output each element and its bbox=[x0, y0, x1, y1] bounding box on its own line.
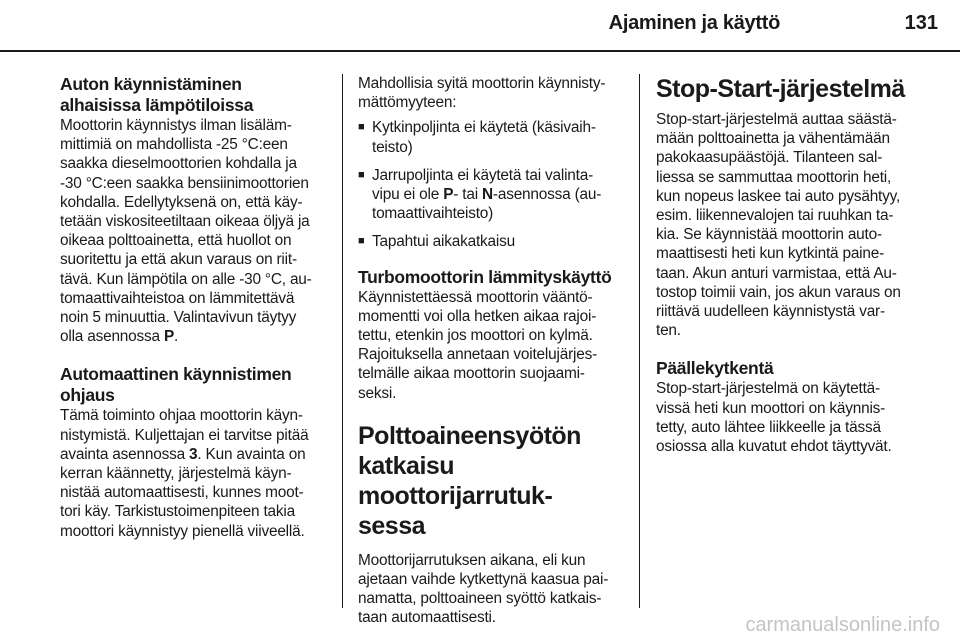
text-line: ■ Jarrupoljinta ei käytetä tai valinta- bbox=[372, 166, 594, 184]
text-line: oikeaa polttoainetta, että huollot on bbox=[60, 232, 292, 250]
column-left bbox=[60, 74, 326, 541]
text-line: tetty, auto lähtee liikkeelle ja tässä bbox=[656, 418, 881, 436]
text-line: mittimiä on mahdollista -25 °C:een bbox=[60, 136, 288, 154]
watermark: carmanualsonline.info bbox=[745, 614, 940, 636]
heading-line: Polttoaineensyötön bbox=[358, 421, 581, 450]
text-line: noin 5 minuuttia. Valintavivun täytyy bbox=[60, 309, 297, 327]
text-line: Tämä toiminto ohjaa moottorin käyn- bbox=[60, 407, 303, 425]
causes-intro bbox=[358, 74, 624, 112]
text-span: avainta asennossa bbox=[60, 445, 190, 463]
section-heading-turbo: Turbomoottorin lämmityskäyttö bbox=[358, 266, 612, 287]
section-heading-stop-start: Stop-Start-järjestelmä bbox=[656, 75, 905, 103]
list-item bbox=[358, 166, 624, 224]
text-line: osiossa alla kuvatut ehdot täyttyvät. bbox=[656, 438, 892, 456]
text-line: momentti voi olla hetken aikaa rajoi- bbox=[358, 307, 597, 325]
text-span: -asennossa (au- bbox=[492, 186, 602, 204]
text-line: liessa se sammuttaa moottorin heti, bbox=[656, 168, 892, 186]
text-line: kerran käännetty, järjestelmä käyn- bbox=[60, 465, 292, 483]
position-3-label: 3 bbox=[189, 445, 198, 463]
text-line: ■ Kytkinpoljinta ei käytetä (käsivaih- bbox=[372, 119, 596, 137]
causes-list bbox=[358, 118, 624, 251]
text-line: Moottorijarrutuksen aikana, eli kun bbox=[358, 551, 586, 569]
text-line: saakka dieselmoottorien kohdalla ja bbox=[60, 155, 297, 173]
text-line: nistymistä. Kuljettajan ei tarvitse pitää bbox=[60, 426, 309, 444]
text-line: vissä heti kun moottori on käynnis- bbox=[656, 399, 886, 417]
text-line: tetään viskositeetiltaan oikeaa öljyä ja bbox=[60, 213, 310, 231]
text-line: -30 °C:een saakka bensiinimoottorien bbox=[60, 174, 309, 192]
text-line: kohdalla. Edellytyksenä on, että käy- bbox=[60, 193, 303, 211]
text-line: Rajoituksella annetaan voitelujärjes- bbox=[358, 346, 597, 364]
heading-line: ohjaus bbox=[60, 385, 115, 406]
text-line: seksi. bbox=[358, 384, 397, 402]
activation-paragraph bbox=[656, 379, 926, 456]
heading-line: Automaattinen käynnistimen bbox=[60, 364, 292, 385]
text-line: suoritettu ja että akun varaus on riit- bbox=[60, 251, 297, 269]
text-span: olla asennossa bbox=[60, 328, 164, 346]
list-item bbox=[358, 232, 624, 251]
text-line: ten. bbox=[656, 322, 681, 340]
text-line: tori käy. Tarkistustoimenpiteen takia bbox=[60, 503, 295, 521]
text-line: Stop-start-järjestelmä on käytettä- bbox=[656, 380, 880, 398]
text-line: teisto) bbox=[372, 138, 413, 156]
heading-line: alhaisissa lämpötiloissa bbox=[60, 95, 254, 115]
text-line: Mahdollisia syitä moottorin käynnisty- bbox=[358, 75, 606, 92]
column-middle bbox=[358, 74, 624, 628]
text-line: taan automaattisesti. bbox=[358, 609, 496, 627]
page-number: 131 bbox=[904, 12, 938, 34]
text-line: kun nopeus laskee tai auto pysähtyy, bbox=[656, 187, 901, 205]
text-line: tomaattivaihteistoa on lämmitettävä bbox=[60, 289, 295, 307]
heading-line: katkaisu moottorijarrutuk- bbox=[358, 451, 553, 510]
text-line: kia. Se käynnistää moottorin auto- bbox=[656, 226, 882, 244]
text-line: tostop toimii vain, jos akun varaus on bbox=[656, 283, 901, 301]
text-line: tävä. Kun lämpötila on alle -30 °C, au- bbox=[60, 270, 312, 288]
text-line: pakokaasupäästöjä. Tilanteen sal- bbox=[656, 149, 883, 167]
text-span: . Kun avainta on bbox=[197, 445, 306, 463]
stop-start-paragraph bbox=[656, 110, 926, 340]
fuel-cutoff-paragraph bbox=[358, 551, 624, 628]
text-line: tomaattivaihteisto) bbox=[372, 205, 494, 223]
list-item bbox=[358, 118, 624, 156]
heading-line: Auton käynnistäminen bbox=[60, 74, 242, 94]
column-divider bbox=[639, 74, 640, 608]
text-line: maattisesti heti kun kytkintä paine- bbox=[656, 245, 885, 263]
section-heading-fuel-cutoff bbox=[358, 421, 624, 541]
text-line: ■ Tapahtui aikakatkaisu bbox=[372, 233, 515, 251]
text-line bbox=[60, 445, 326, 464]
text-span: . bbox=[174, 328, 179, 346]
text-line: Moottorin käynnistys ilman lisäläm- bbox=[60, 117, 292, 134]
text-line: taan. Akun anturi varmistaa, että Au- bbox=[656, 264, 897, 282]
section-heading-auto-starter bbox=[60, 364, 326, 406]
position-p-label: P bbox=[163, 328, 175, 346]
text-line bbox=[372, 185, 624, 204]
text-line: mään polttoainetta ja vähentämään bbox=[656, 130, 890, 148]
auto-starter-paragraph bbox=[60, 406, 326, 540]
text-line: Stop-start-järjestelmä auttaa säästä- bbox=[656, 111, 897, 128]
text-line: nistää automaattisesti, kunnes moot- bbox=[60, 484, 304, 502]
text-line bbox=[60, 327, 326, 346]
text-line: ajetaan vaihde kytkettynä kaasua pai- bbox=[358, 571, 609, 589]
section-heading-activation: Päällekytkentä bbox=[656, 358, 774, 379]
text-line: riittävä uudelleen käynnistystä var- bbox=[656, 303, 885, 321]
turbo-paragraph bbox=[358, 288, 624, 403]
text-line: moottori käynnistyy pienellä viiveellä. bbox=[60, 522, 305, 540]
header-rule bbox=[0, 50, 960, 52]
column-divider bbox=[342, 74, 343, 608]
running-header-title: Ajaminen ja käyttö bbox=[608, 12, 780, 34]
position-n-label: N bbox=[482, 186, 493, 204]
heading-line: sessa bbox=[358, 511, 426, 540]
text-line: telmälle aikaa moottorin suojaami- bbox=[358, 365, 585, 383]
text-span: vipu ei ole bbox=[372, 186, 444, 204]
text-line: esim. liikennevalojen tai ruuhkan ta- bbox=[656, 207, 894, 225]
text-line: Käynnistettäessä moottorin vääntö- bbox=[358, 288, 593, 306]
text-span: - tai bbox=[453, 186, 482, 204]
position-p-label: P bbox=[443, 186, 454, 204]
column-right bbox=[656, 74, 926, 456]
text-line: namatta, polttoaineen syöttö katkais- bbox=[358, 590, 602, 608]
section-heading-cold-start bbox=[60, 74, 326, 116]
text-line: tettu, etenkin jos moottori on kylmä. bbox=[358, 327, 593, 345]
cold-start-paragraph bbox=[60, 116, 326, 346]
text-line: mättömyyteen: bbox=[358, 94, 457, 112]
